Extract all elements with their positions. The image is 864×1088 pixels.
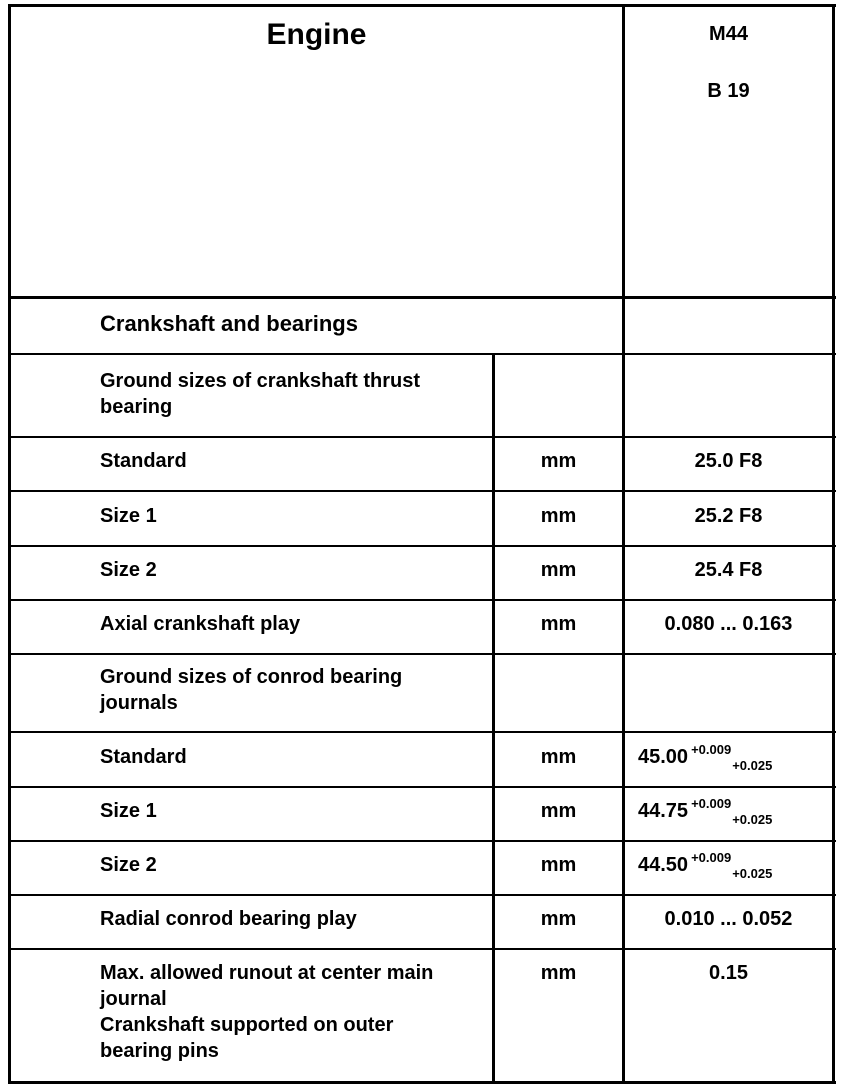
row-label: Size 1 (100, 800, 157, 822)
row-unit: mm (540, 854, 577, 876)
tolerance-lower: +0.025 (732, 812, 773, 827)
row-unit: mm (540, 450, 577, 472)
row-divider (8, 599, 836, 601)
row-unit: mm (540, 505, 577, 527)
table-border-left (8, 4, 11, 1084)
row-value: 0.15 (709, 962, 748, 984)
tolerance-upper: +0.009 (691, 850, 732, 865)
row-label: Standard (100, 450, 187, 472)
tolerance-lower: +0.025 (732, 758, 773, 773)
row-unit: mm (540, 908, 577, 930)
row-divider (8, 353, 836, 355)
row-divider (8, 786, 836, 788)
table-border-bottom (8, 1081, 836, 1084)
row-unit: mm (540, 559, 577, 581)
row-value: 44.50 $^{+0.009}_{+0.025}$ (638, 850, 773, 881)
row-divider (8, 653, 836, 655)
row-divider (8, 840, 836, 842)
table-border-top (8, 4, 836, 7)
row-unit: mm (540, 613, 577, 635)
row-unit: mm (540, 746, 577, 768)
engine-model: M44 (709, 23, 748, 45)
tolerance-upper: +0.009 (691, 796, 732, 811)
section-title: Crankshaft and bearings (100, 311, 358, 336)
row-unit: mm (540, 800, 577, 822)
row-label: Ground sizes of crankshaft thrust bearing (100, 370, 421, 418)
row-label: Axial crankshaft play (100, 613, 301, 635)
row-value: 44.75 $^{+0.009}_{+0.025}$ (638, 796, 773, 827)
engine-title: Engine (266, 18, 367, 51)
row-label: Ground sizes of conrod bearing journals (100, 666, 403, 714)
engine-variant: B 19 (707, 80, 750, 102)
row-value: 45.00 $^{+0.009}_{+0.025}$ (638, 742, 773, 773)
row-value: 0.080 ... 0.163 (664, 613, 793, 635)
row-value: 0.010 ... 0.052 (664, 908, 793, 930)
row-divider (8, 894, 836, 896)
row-divider (8, 545, 836, 547)
row-label: Size 1 (100, 505, 157, 527)
row-label: Radial conrod bearing play (100, 908, 357, 930)
row-divider (8, 436, 836, 438)
row-label: Size 2 (100, 559, 157, 581)
row-divider (8, 490, 836, 492)
row-unit: mm (540, 962, 577, 984)
tolerance-upper: +0.009 (691, 742, 732, 757)
row-divider (8, 948, 836, 950)
row-divider (8, 731, 836, 733)
row-label: Max. allowed runout at center main journal Crankshaft supported on outer bearing pins (100, 962, 434, 1062)
row-value: 25.2 F8 (694, 505, 763, 527)
row-label: Standard (100, 746, 187, 768)
tolerance-lower: +0.025 (732, 866, 773, 881)
row-value: 25.0 F8 (694, 450, 763, 472)
table-border-right (832, 4, 835, 1084)
row-label: Size 2 (100, 854, 157, 876)
row-value: 25.4 F8 (694, 559, 763, 581)
row-divider (8, 296, 836, 299)
